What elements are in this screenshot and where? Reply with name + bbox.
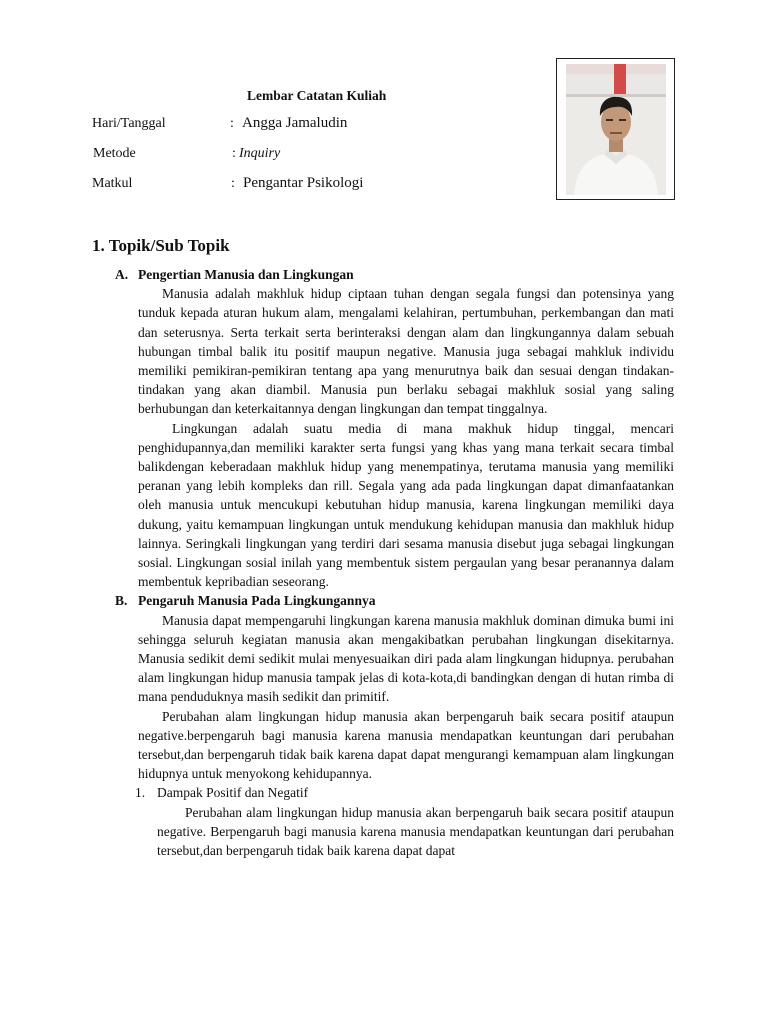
content-body — [115, 265, 674, 860]
field-colon: : — [230, 116, 234, 131]
subsection-b-heading — [115, 591, 674, 610]
subsection-marker: B. — [115, 593, 128, 609]
field-colon: : — [232, 146, 236, 161]
field-colon: : — [231, 176, 235, 191]
paragraph: Manusia dapat mempengaruhi lingkungan karena manusia makhluk dominan dimuka bumi ini sehingga seluruh kegiatan manusia akan mengakibatkan perubahan lingkungan disekitarnya. Manusia sedikit demi sedikit mulai menyesuaikan diri pada alam lingkungan hidupnya. perubahan alam lingkungan hidup manusia tampak jelas di kota-kota,di bandingkan dengan di hutan rimba di mana penduduknya masih sedikit dan primitif. — [138, 612, 674, 705]
field-value: Inquiry — [239, 146, 281, 161]
subsection-a-heading — [115, 265, 674, 284]
numbered-item-title — [135, 783, 674, 802]
field-label: Metode — [93, 146, 136, 161]
field-label: Hari/Tanggal — [92, 116, 166, 131]
subsection-marker: A. — [115, 267, 129, 282]
subsection-title: Pengaruh Manusia Pada Lingkungannya — [138, 593, 376, 609]
field-value: Pengantar Psikologi — [243, 175, 364, 191]
numbered-marker: 1. — [135, 785, 146, 801]
paragraph: Perubahan alam lingkungan hidup manusia akan berpengaruh baik secara positif ataupun negative.berpengaruh bagi manusia karena manusia mendapatkan keuntungan dari perubahan tersebut,dan berpengaruh tidak baik karena dapat dapat mengurangi kemampuan alam lingkungan hidupnya untuk menyokong kehidupannya. — [138, 708, 674, 782]
subsection-title: Pengertian Manusia dan Lingkungan — [138, 267, 354, 282]
profile-photo-frame — [556, 58, 675, 200]
section-heading: 1. Topik/Sub Topik — [92, 236, 230, 255]
numbered-item — [135, 783, 674, 860]
field-value: Angga Jamaludin — [242, 115, 348, 131]
paragraph: Lingkungan adalah suatu media di mana makhuk hidup tinggal, mencari penghidupannya,dan memiliki karakter serta fungsi yang khas yang mana terkait secara timbal balikdengan keberadaan makhluk hidup yang menempatinya, terutama manusia yang memiliki peranan yang lebih kompleks dan rill. Segala yang ada pada lingkungan dapat dimanfaatankan oleh manusia untuk mencukupi kebutuhan hidup manusia, karena lingkungan memiliki daya dukung, yaitu kemampuan lingkungan untuk mendukung kehidupan manusia dan makhluk hidup lainnya. Seringkali lingkungan yang terdiri dari sesama manusia disebut juga sebagai lingkungan sosial. Lingkungan sosial inilah yang membentuk sistem pergaulan yang besar peranannya dalam membentuk kepribadian seseorang. — [138, 420, 674, 590]
paragraph: Manusia adalah makhluk hidup ciptaan tuhan dengan segala fungsi dan potensinya yang tunduk kepada aturan hukum alam, mengalami kelahiran, pertumbuhan, perkembangan dan mati dan seterusnya. Serta terkait serta berinteraksi dengan alam dan lingkungannya dalam sebuah hubungan timbal balik itu positif maupun negative. Manusia juga sebagai mahkluk individu memiliki pemikiran-pemikiran tentang apa yang menurutnya baik dan sesuai dengan tindakan-tindakan yang akan diambil. Manusia pun berlaku sebagai makhluk sosial yang saling berhubungan dan keterkaitannya dengan lingkungan dan tempat tinggalnya. — [138, 286, 674, 417]
field-label: Matkul — [92, 176, 133, 191]
paragraph: Perubahan alam lingkungan hidup manusia akan berpengaruh baik secara positif ataupun negative. Berpengaruh bagi manusia karena manusia mendapatkan keuntungan dari perubahan tersebut,dan berpengaruh tidak baik karena dapat dapat — [157, 804, 674, 859]
profile-photo — [566, 64, 666, 195]
numbered-title: Dampak Positif dan Negatif — [157, 785, 309, 801]
page-title: Lembar Catatan Kuliah — [247, 88, 387, 103]
